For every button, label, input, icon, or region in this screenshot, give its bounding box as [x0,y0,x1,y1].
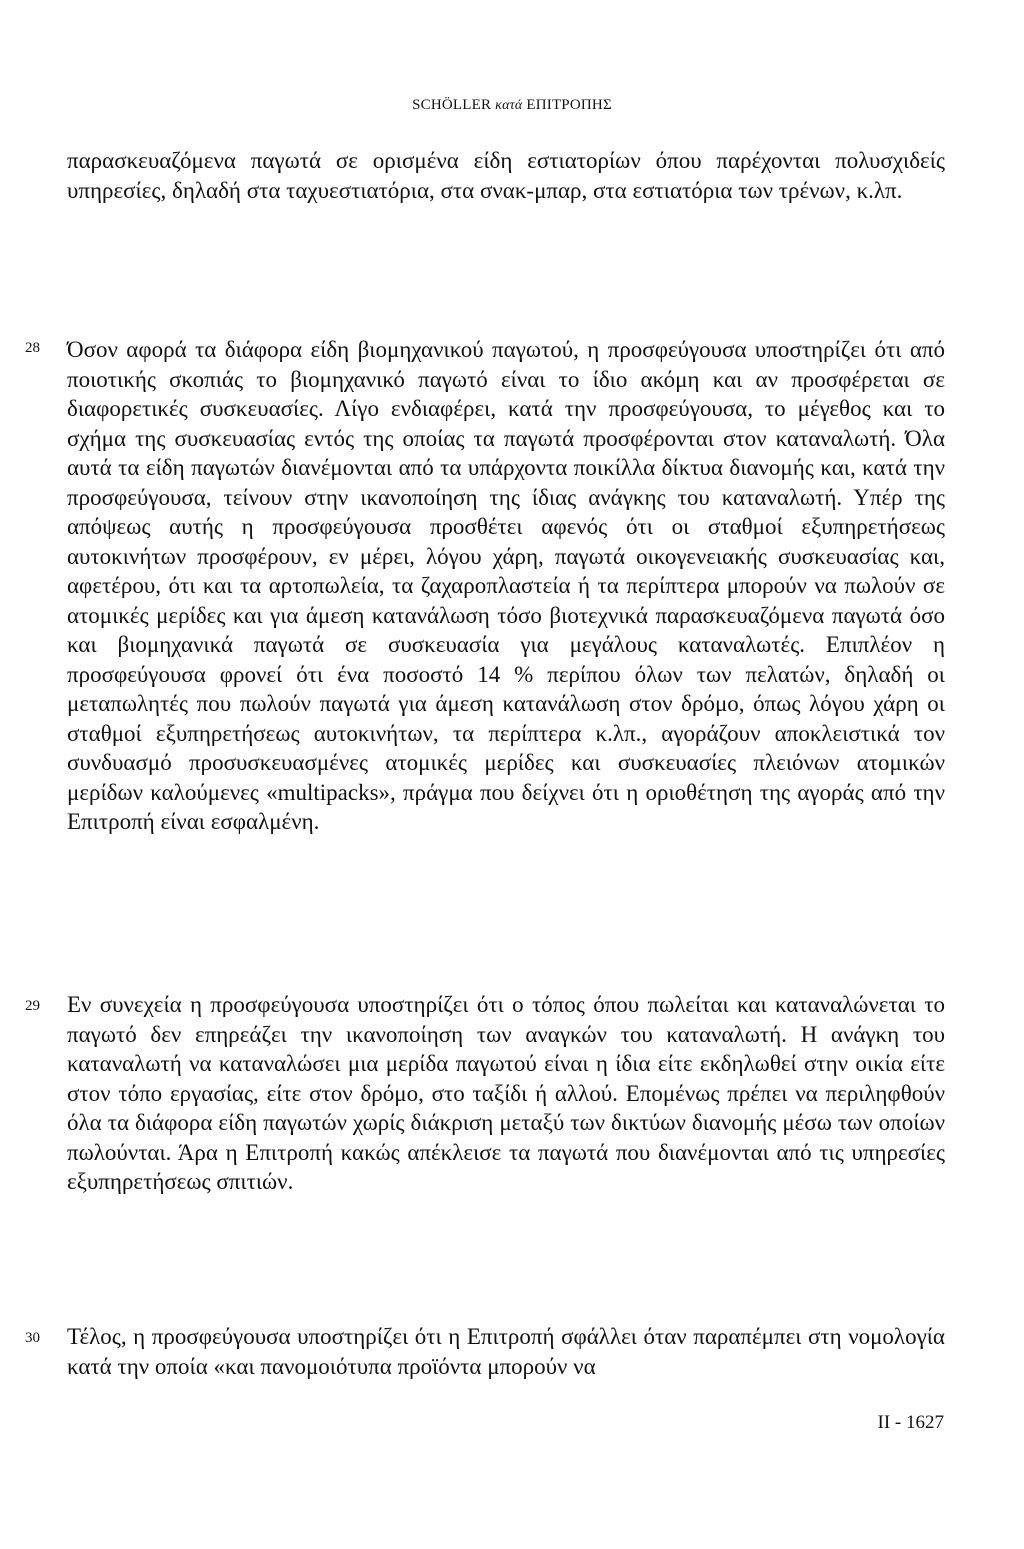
running-head-body: ΕΠΙΤΡΟΠΗΣ [526,97,612,113]
paragraph-number-29: 29 [25,998,40,1014]
page-number: II - 1627 [877,1412,944,1433]
paragraph-29: Εν συνεχεία η προσφεύγουσα υποστηρίζει ότι ο τόπος όπου πωλείται και καταναλώνεται το παγωτό δεν επηρεάζει την ικανοποίηση των αναγκών του καταναλωτή. Η ανάγκη του καταναλωτή να καταναλώσει μια μερίδα παγωτού είναι η ίδια είτε εκδηλωθεί στην οικία είτε στον τόπο εργασίας, είτε στον δρόμο, στο ταξίδι ή αλλού. Επομένως πρέπει να περιληφθούν όλα τα διάφορα είδη παγωτών χωρίς διάκριση μεταξύ των δικτύων διανομής μέσω των οποίων πωλούνται. Άρα η Επιτροπή κακώς απέκλεισε τα παγωτά που διανέμονται από τις υπηρεσίες εξυπηρετήσεως σπιτιών. [67,992,945,1194]
paragraph-30: Τέλος, η προσφεύγουσα υποστηρίζει ότι η Επιτροπή σφάλλει όταν παραπέμπει στη νομολογία κατά την οποία «και πανομοιότυπα προϊόντα μπορούν να [67,1324,945,1379]
running-head [0,97,1024,114]
paragraph-number-30: 30 [25,1330,40,1346]
running-head-kata: κατά [495,98,523,113]
running-head-name: SCHÖLLER [412,97,492,113]
continuation-paragraph: παρασκευαζόμενα παγωτά σε ορισμένα είδη εστιατορίων όπου παρέχονται πολυσχιδείς υπηρεσίες, δηλαδή στα ταχυεστιατόρια, στα σνακ-μπαρ, στα εστιατόρια των τρένων, κ.λπ. [67,148,945,203]
paragraph-28: Όσον αφορά τα διάφορα είδη βιομηχανικού παγωτού, η προσφεύγουσα υποστηρίζει ότι από ποιοτικής σκοπιάς το βιομηχανικό παγωτό είναι το ίδιο ακόμη και αν προσφέρεται σε διαφορετικές συσκευασίες. Λίγο ενδιαφέρει, κατά την προσφεύγουσα, το μέγεθος και το σχήμα της συσκευασίας εντός της οποίας τα παγωτά προσφέρονται στον καταναλωτή. Όλα αυτά τα είδη παγωτών διανέμονται από τα υπάρχοντα ποικίλλα δίκτυα διανομής και, κατά την προσφεύγουσα, τείνουν στην ικανοποίηση της ίδιας ανάγκης του καταναλωτή. Υπέρ της απόψεως αυτής η προσφεύγουσα προσθέτει αφενός ότι οι σταθμοί εξυπηρετήσεως αυτοκινήτων προσφέρουν, εν μέρει, λόγου χάρη, παγωτά οικογενειακής συσκευασίας και, αφετέρου, ότι και τα αρτοπωλεία, τα ζαχαροπλαστεία ή τα περίπτερα μπορούν να πωλούν σε ατομικές μερίδες και για άμεση κατανάλωση τόσο βιοτεχνικά παρασκευαζόμενα παγωτά όσο και βιομηχανικά παγωτά σε συσκευασία για μεγάλους καταναλωτές. Επιπλέον η προσφεύγουσα φρονεί ότι ένα ποσοστό 14 % περίπου όλων των πελατών, δηλαδή οι μεταπωλητές που πωλούν παγωτά για άμεση κατανάλωση στον δρόμο, όπως λόγου χάρη οι σταθμοί εξυπηρετήσεως αυτοκινήτων, τα περίπτερα κ.λπ., αγοράζουν αποκλειστικά τον συνδυασμό προσυσκευασμένες ατομικές μερίδες και συσκευασίες πλειόνων ατομικών μερίδων καλούμενες «multipacks», πράγμα που δείχνει ότι η οριοθέτηση της αγοράς από την Επιτροπή είναι εσφαλμένη. [67,337,945,834]
paragraph-number-28: 28 [25,340,40,356]
